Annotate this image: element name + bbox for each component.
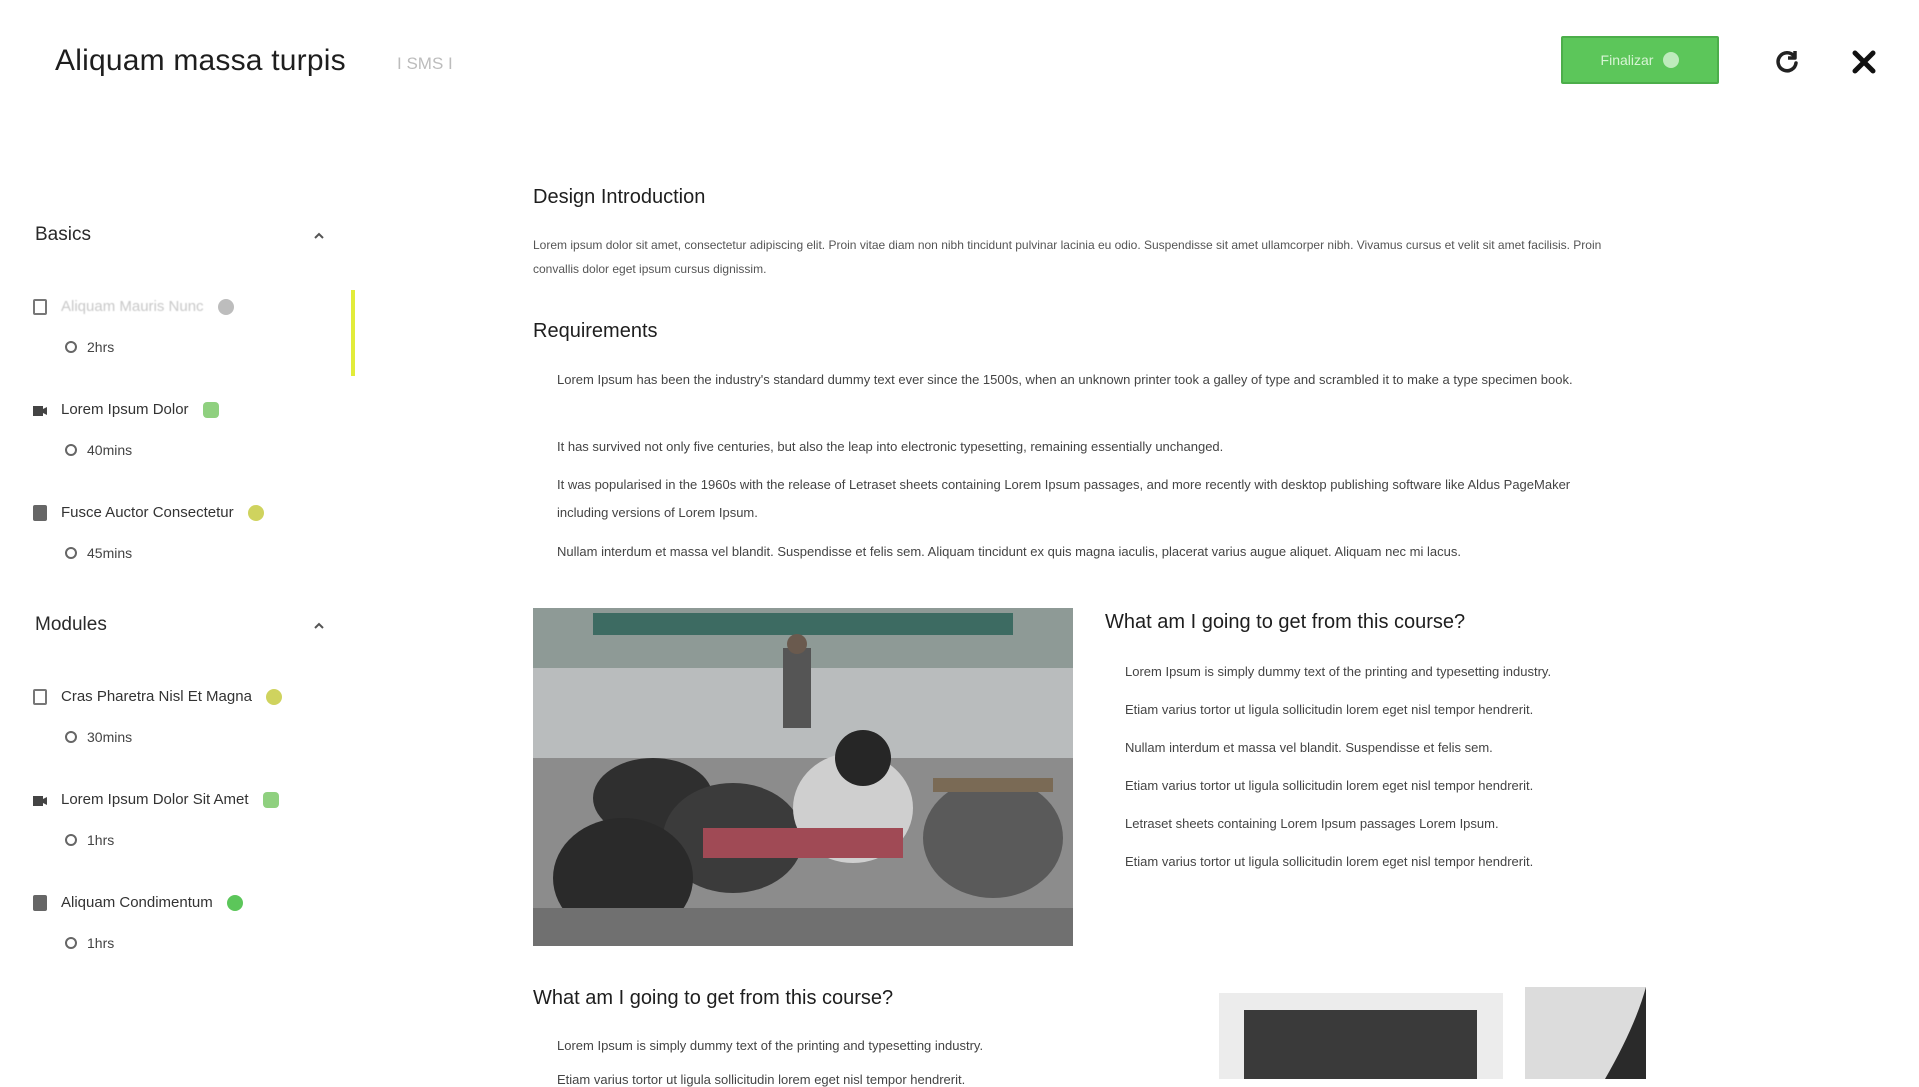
sidebar-item-label: Aliquam Mauris Nunc (61, 298, 204, 315)
requirement-item: Nullam interdum et massa vel blandit. Suspendisse et felis sem. Aliquam tincidunt ex quis magna iaculis, placerat varius augue aliquet. Aliquam nec mi lacus. (557, 544, 1461, 559)
status-icon (203, 402, 219, 418)
status-icon (227, 895, 243, 911)
status-icon (263, 792, 279, 808)
sidebar-item[interactable] (33, 894, 243, 951)
video-icon (33, 792, 47, 808)
benefit-item: Lorem Ipsum is simply dummy text of the printing and typesetting industry. (557, 1038, 984, 1053)
sidebar-item-label: Aliquam Condimentum (61, 894, 213, 911)
requirement-item: Lorem Ipsum has been the industry's standard dummy text ever since the 1500s, when an unknown printer took a galley of type and scrambled it to make a type specimen book. (557, 372, 1573, 387)
clock-icon (65, 444, 77, 456)
sidebar-item[interactable] (33, 504, 264, 561)
active-item-indicator (351, 290, 355, 376)
intro-title: Design Introduction (533, 186, 706, 208)
close-icon[interactable] (1848, 46, 1880, 78)
finish-button-label: Finalizar (1600, 52, 1654, 68)
sidebar-item-duration: 1hrs (87, 935, 115, 951)
sidebar-section-modules[interactable]: Modules (35, 614, 107, 635)
sidebar-item-duration: 30mins (87, 729, 133, 745)
book-icon (33, 505, 47, 521)
clock-icon (65, 937, 77, 949)
clock-icon (65, 341, 77, 353)
clock-icon (65, 731, 77, 743)
benefit-item: Etiam varius tortor ut ligula sollicitudin lorem eget nisl tempor hendrerit. (557, 1072, 966, 1087)
thumbnail-image (1219, 993, 1503, 1079)
benefit-item: Etiam varius tortor ut ligula sollicitudin lorem eget nisl tempor hendrerit. (1125, 854, 1534, 869)
sidebar-item[interactable] (33, 298, 234, 355)
thumbnail-image (1525, 987, 1646, 1079)
benefits-title: What am I going to get from this course? (1105, 611, 1466, 633)
finish-button[interactable] (1561, 36, 1719, 84)
status-icon (266, 689, 282, 705)
sidebar-item-duration: 2hrs (87, 339, 115, 355)
page-title: Aliquam massa turpis (55, 44, 346, 77)
benefit-item: Letraset sheets containing Lorem Ipsum passages Lorem Ipsum. (1125, 816, 1499, 831)
sidebar-item-label: Cras Pharetra Nisl Et Magna (61, 688, 252, 705)
refresh-icon[interactable] (1771, 46, 1803, 78)
requirement-item: It was popularised in the 1960s with the release of Letraset sheets containing Lorem Ipsum passages, and more recently with desktop publishing software like Aldus PageMaker including versions of Lorem Ipsum. (557, 477, 1571, 520)
course-image (533, 608, 1073, 946)
sidebar-item-duration: 40mins (87, 442, 133, 458)
sidebar-item[interactable] (33, 791, 279, 848)
sidebar-item-duration: 45mins (87, 545, 133, 561)
sidebar-section-basics[interactable]: Basics (35, 224, 91, 245)
intro-text: Lorem ipsum dolor sit amet, consectetur adipiscing elit. Proin vitae diam non nibh tincidunt pulvinar lacinia eu odio. Suspendisse sit amet ullamcorper nibh. Vivamus cursus et velit sit amet facilisis. Proin convallis dolor eget ipsum cursus dignissim. (533, 238, 1602, 276)
sidebar-item-label: Lorem Ipsum Dolor (61, 401, 189, 418)
requirements-title: Requirements (533, 320, 658, 342)
video-icon (33, 402, 47, 418)
benefit-item: Etiam varius tortor ut ligula sollicitudin lorem eget nisl tempor hendrerit. (1125, 702, 1534, 717)
benefit-item: Lorem Ipsum is simply dummy text of the printing and typesetting industry. (1125, 664, 1552, 679)
document-icon (33, 299, 47, 315)
sidebar-item-label: Fusce Auctor Consectetur (61, 504, 234, 521)
sidebar-item[interactable] (33, 688, 282, 745)
benefit-item: Etiam varius tortor ut ligula sollicitudin lorem eget nisl tempor hendrerit. (1125, 778, 1534, 793)
book-icon (33, 895, 47, 911)
chevron-up-icon[interactable] (312, 229, 326, 243)
requirement-item: It has survived not only five centuries, but also the leap into electronic typesetting, remaining essentially unchanged. (557, 439, 1224, 454)
clock-icon (65, 834, 77, 846)
clock-icon (65, 547, 77, 559)
sidebar-item-duration: 1hrs (87, 832, 115, 848)
status-icon (218, 299, 234, 315)
chevron-up-icon[interactable] (312, 619, 326, 633)
title-badge: I SMS I (397, 54, 453, 73)
sidebar-item[interactable] (33, 401, 219, 458)
benefits-title-2: What am I going to get from this course? (533, 987, 894, 1009)
check-circle-icon (1663, 52, 1679, 68)
status-icon (248, 505, 264, 521)
document-icon (33, 689, 47, 705)
benefit-item: Nullam interdum et massa vel blandit. Suspendisse et felis sem. (1125, 740, 1493, 755)
sidebar-item-label: Lorem Ipsum Dolor Sit Amet (61, 791, 249, 808)
